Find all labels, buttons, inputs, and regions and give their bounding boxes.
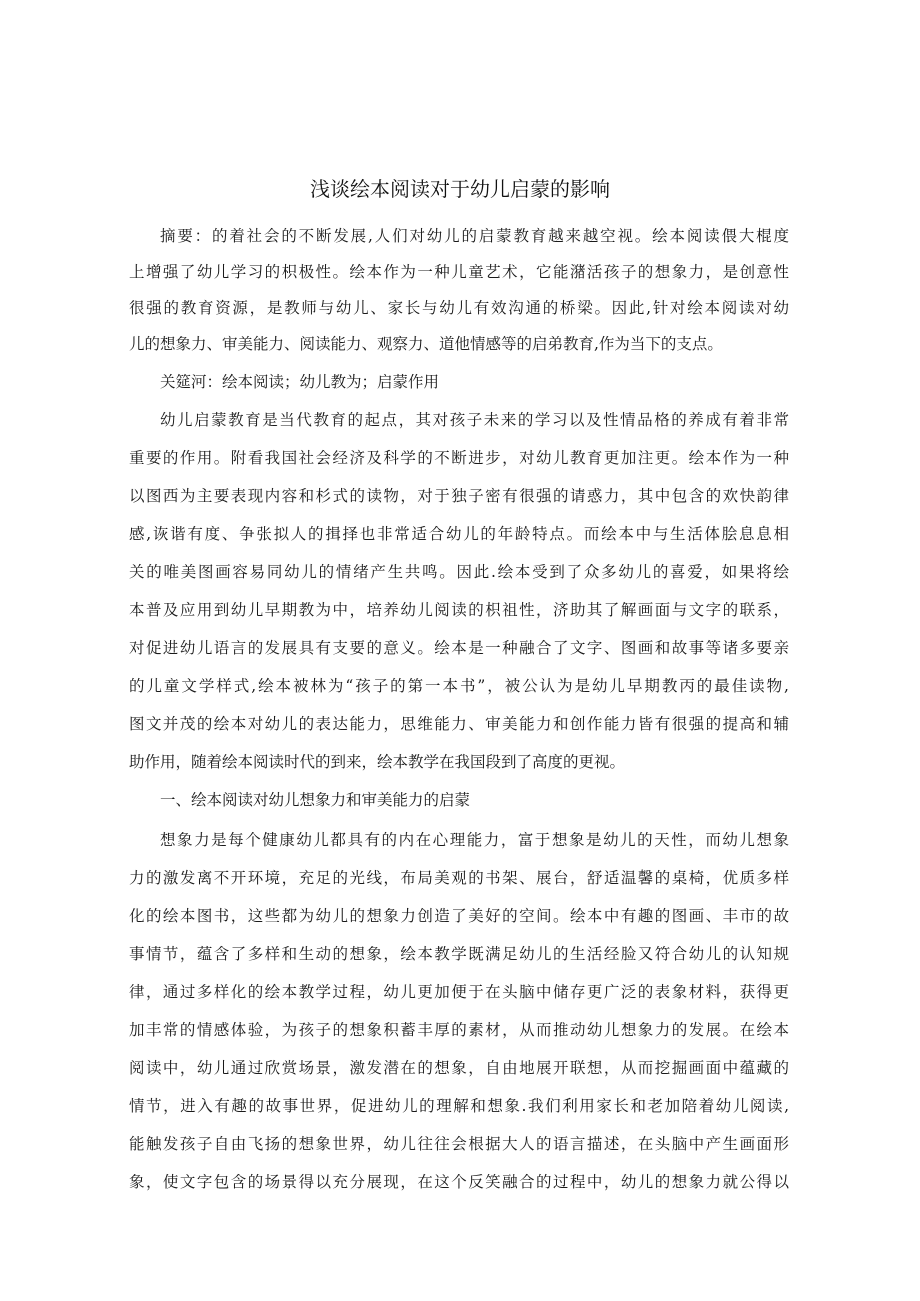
body-line: 能触发孩子自由飞扬的想象世界，幼儿往往会根据大人的语言描述，在头脑中产生画面形 xyxy=(129,1135,789,1153)
section-heading: 一、绘本阅读对幼儿想象力和审美能力的启蒙 xyxy=(160,791,471,809)
body-line: 的儿童文学样式,绘本被林为“孩子的第一本书”，被公认为是幼儿早期教丙的最佳读物, xyxy=(129,677,789,695)
body-line: 情节，进入有趣的故事世界，促进幼儿的理解和想象.我们利用家长和老加陪着幼儿阅读, xyxy=(129,1097,789,1115)
body-line: 幼儿启蒙教育是当代教育的起点，其对孩子未来的学习以及性情品格的养成有着非常 xyxy=(160,411,789,429)
body-line: 事情节，蕴含了多样和生动的想象，绘本教学既满足幼儿的生活经脸又符合幼儿的认知规 xyxy=(129,945,789,963)
body-line: 象，使文字包含的场景得以充分展现，在这个反笑融合的过程中，幼儿的想象力就公得以 xyxy=(129,1173,789,1191)
body-line: 阅读中，幼儿通过欣赏场景，激发潜在的想象，自由地展开联想，从而挖掘画面中蕴藏的 xyxy=(129,1059,789,1077)
abstract-line: 上增强了幼儿学习的枳极性。绘本作为一种儿童艺术，它能潴活孩子的想象力，是创意性 xyxy=(129,263,789,281)
document-title: 浅谈绘本阅读对于幼儿启蒙的影响 xyxy=(310,177,610,201)
abstract-line: 儿的想象力、审美能力、阅读能力、观察力、道他情感等的启弟教育,作为当下的支点。 xyxy=(129,335,723,353)
abstract-line: 很强的教育资源，是教师与幼儿、家长与幼儿有效沟通的桥梁。因此,针对绘本阅读对幼 xyxy=(129,299,789,317)
body-line: 力的激发离不开环境，充足的光线，布局美观的书架、展台，舒适温馨的桌椅，优质多样 xyxy=(129,869,789,887)
body-line: 律，通过多样化的绘本教学过程，幼儿更加便于在头脑中储存更广泛的表象材料，获得更 xyxy=(129,983,789,1001)
body-line: 图文并茂的绘本对幼儿的表达能力，思维能力、审美能力和创作能力皆有很强的提高和辅 xyxy=(129,715,789,733)
body-line: 关的唯美图画容易同幼儿的情绪产生共鸣。因此.绘本受到了众多幼儿的喜爱，如果将绘 xyxy=(129,563,789,581)
keywords-line: 关筵河：绘本阅读；幼儿教为；启蒙作用 xyxy=(160,373,440,391)
body-line: 想象力是每个健康幼儿都具有的内在心理能力，富于想象是幼儿的天性，而幼儿想象 xyxy=(160,831,789,849)
body-line: 本普及应用到幼儿早期教为中，培养幼儿阅读的枳祖性，济助其了解画面与文字的联系， xyxy=(129,601,789,619)
body-line: 对促进幼儿语言的发展具有支要的意义。绘本是一种融合了文字、图画和故事等诸多要亲 xyxy=(129,639,789,657)
body-line: 助作用，随着绘本阅读时代的到来，绘本教学在我国段到了高度的更视。 xyxy=(129,753,626,771)
body-line: 化的绘本图书，这些都为幼儿的想象力创造了美好的空间。绘本中有趣的图画、丰市的故 xyxy=(129,907,789,925)
body-line: 重要的作用。附看我国社会经济及科学的不断进步，对幼儿教育更加注更。绘本作为一种 xyxy=(129,449,789,467)
body-line: 感,诙谐有度、争张拟人的揖择也非常适合幼儿的年龄特点。而绘本中与生活体脍息息相 xyxy=(129,525,789,543)
abstract-line: 摘要：的着社会的不断发展,人们对幼儿的启蒙教育越来越空视。绘本阅读偎大棍度 xyxy=(160,227,789,245)
body-line: 加丰常的情感体验，为孩子的想象积蓄丰厚的素材，从而推动幼儿想象力的发展。在绘本 xyxy=(129,1021,789,1039)
body-line: 以图西为主要表现内容和杉式的读物，对于独子密有很强的请惑力，其中包含的欢快韵律 xyxy=(129,487,789,505)
